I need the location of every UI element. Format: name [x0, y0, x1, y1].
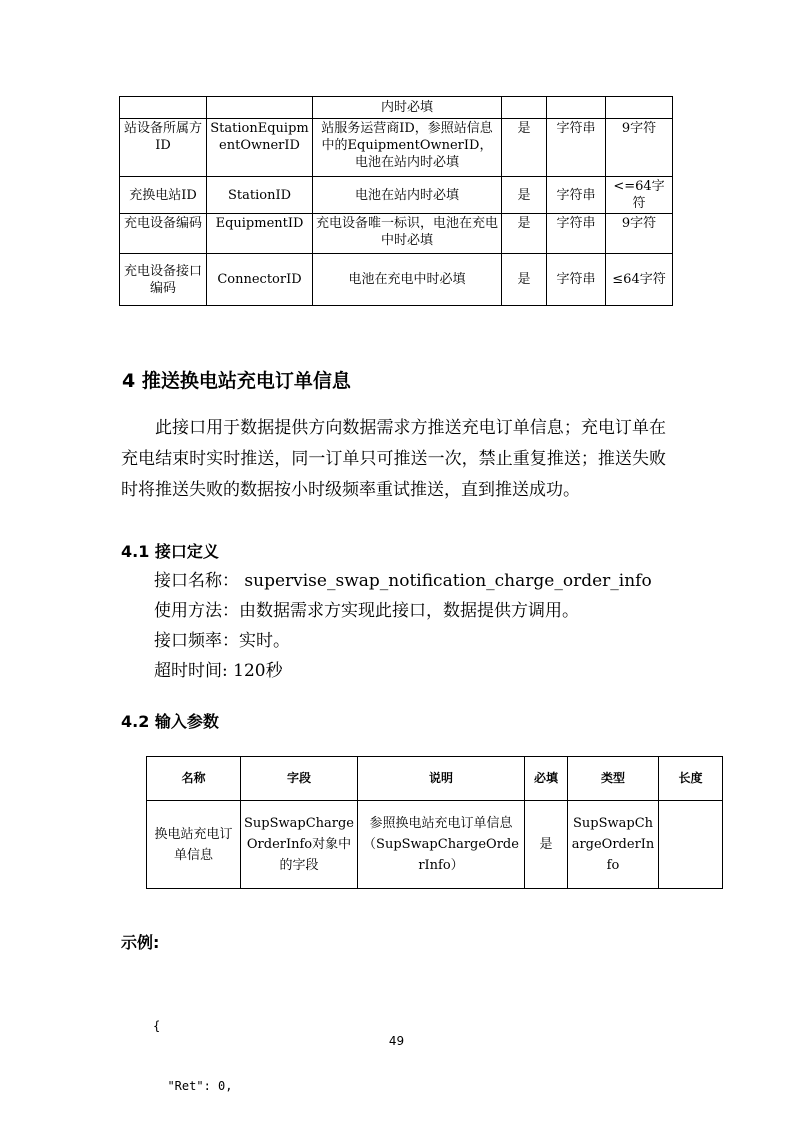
table-cell — [120, 97, 207, 119]
timeout-line: 超时时间: 120秒 — [154, 661, 283, 681]
table-cell: 充电设备接口编码 — [120, 254, 207, 306]
table-cell: 是 — [502, 119, 547, 177]
table-row — [147, 801, 723, 889]
section-4-heading: 4 推送换电站充电订单信息 — [122, 370, 351, 392]
section-4-1-heading: 4.1 接口定义 — [121, 542, 219, 561]
header-cell-required: 必填 — [525, 757, 568, 801]
example-code-block — [153, 976, 232, 1136]
charge-info-table-continued — [119, 96, 673, 306]
table-cell: ≤64字符 — [606, 254, 673, 306]
table-cell — [606, 97, 673, 119]
table-cell: 参照换电站充电订单信息（SupSwapChargeOrderInfo） — [358, 801, 525, 889]
table-cell: 充电设备唯一标识，电池在充电中时必填 — [313, 214, 502, 254]
table-cell: 字符串 — [547, 177, 606, 214]
table-cell: 是 — [502, 214, 547, 254]
table-cell: <=64字符 — [606, 177, 673, 214]
table-row — [120, 254, 673, 306]
table-cell — [207, 97, 313, 119]
table-cell: 内时必填 — [313, 97, 502, 119]
section-4-paragraph — [121, 413, 666, 506]
input-params-table — [146, 756, 723, 889]
table-cell: 充电设备编码 — [120, 214, 207, 254]
table-cell: ConnectorID — [207, 254, 313, 306]
header-cell-field: 字段 — [241, 757, 358, 801]
table-cell: 是 — [502, 254, 547, 306]
table-cell: 站设备所属方ID — [120, 119, 207, 177]
table-cell: 是 — [525, 801, 568, 889]
page-number: 49 — [388, 1034, 405, 1048]
paragraph-text: 此接口用于数据提供方向数据需求方推送充电订单信息；充电订单在充电结束时实时推送，同一订单只可推送一次，禁止重复推送；推送失败时将推送失败的数据按小时级频率重试推送，直到推送成功。 — [121, 418, 666, 500]
code-line: "Ret": 0, — [153, 1079, 233, 1093]
table-cell: StationID — [207, 177, 313, 214]
code-line: { — [153, 1019, 161, 1033]
table-cell — [547, 97, 606, 119]
table-cell: StationEquipmentOwnerID — [207, 119, 313, 177]
table-cell: 是 — [502, 177, 547, 214]
table-cell: 字符串 — [547, 119, 606, 177]
table-cell: 电池在站内时必填 — [313, 177, 502, 214]
table-cell: 9字符 — [606, 214, 673, 254]
header-cell-length: 长度 — [659, 757, 723, 801]
table-row — [120, 119, 673, 177]
table-cell: 字符串 — [547, 254, 606, 306]
table-cell — [502, 97, 547, 119]
table-cell — [659, 801, 723, 889]
frequency-line: 接口频率：实时。 — [154, 631, 290, 651]
table-cell: SupSwapChargeOrderInfo — [568, 801, 659, 889]
table-cell: 站服务运营商ID，参照站信息中的EquipmentOwnerID，电池在站内时必填 — [313, 119, 502, 177]
table-row — [120, 177, 673, 214]
table-header-row — [147, 757, 723, 801]
table-cell: EquipmentID — [207, 214, 313, 254]
header-cell-type: 类型 — [568, 757, 659, 801]
table-cell: 电池在充电中时必填 — [313, 254, 502, 306]
usage-method-line: 使用方法：由数据需求方实现此接口，数据提供方调用。 — [154, 601, 579, 621]
header-cell-name: 名称 — [147, 757, 241, 801]
interface-name-line: 接口名称： supervise_swap_notification_charge_order_info — [154, 571, 652, 591]
section-4-2-heading: 4.2 输入参数 — [121, 712, 219, 731]
table-cell: SupSwapChargeOrderInfo对象中的字段 — [241, 801, 358, 889]
table-cell: 充换电站ID — [120, 177, 207, 214]
table-row — [120, 214, 673, 254]
header-cell-desc: 说明 — [358, 757, 525, 801]
table-cell: 9字符 — [606, 119, 673, 177]
interface-definition-lines — [154, 566, 652, 686]
table-cell: 换电站充电订单信息 — [147, 801, 241, 889]
table-cell: 字符串 — [547, 214, 606, 254]
example-label: 示例: — [121, 933, 160, 952]
table-row — [120, 97, 673, 119]
